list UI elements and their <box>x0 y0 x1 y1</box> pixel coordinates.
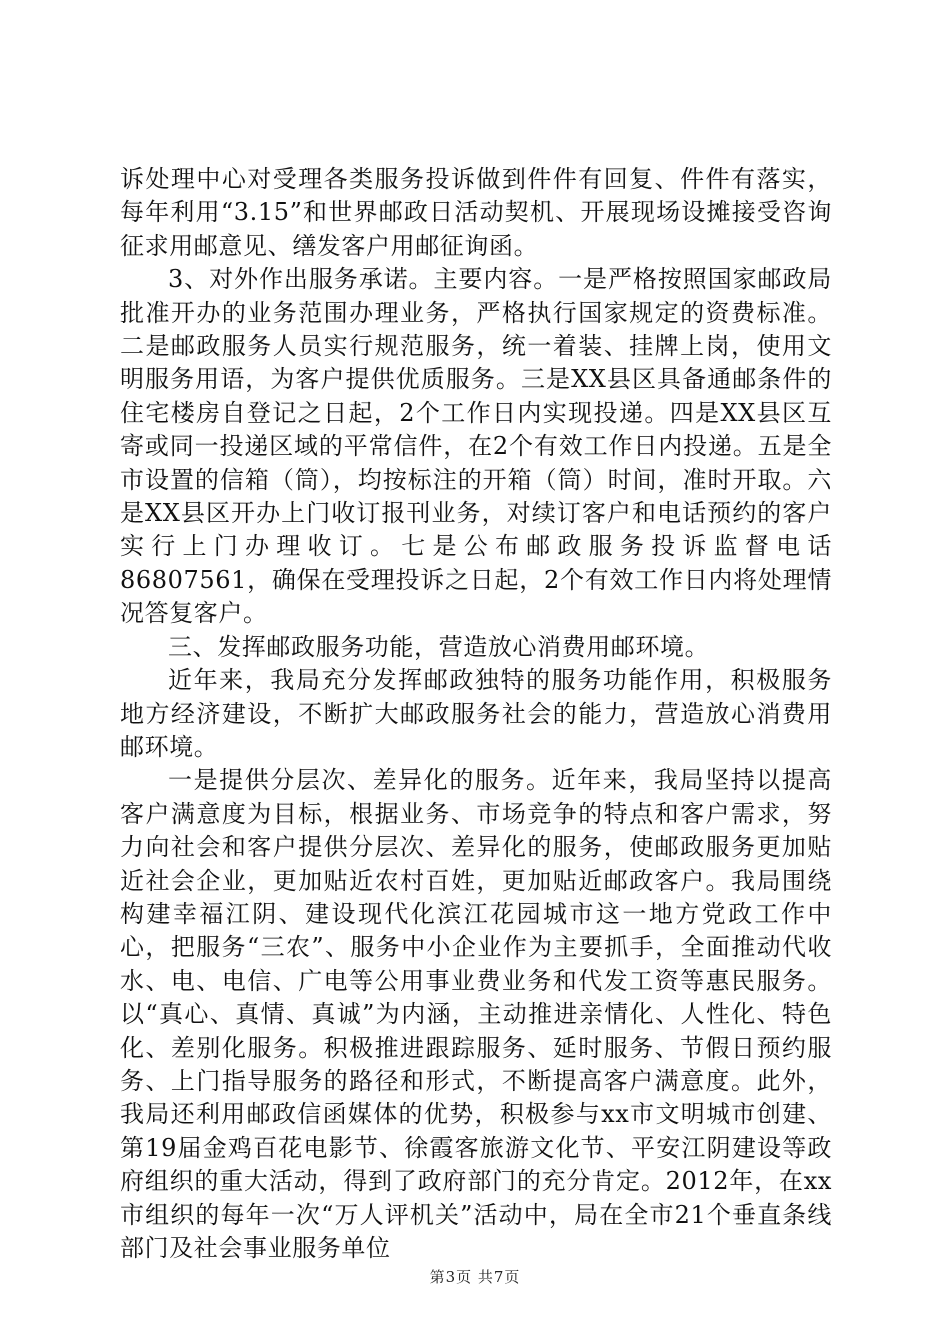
paragraph-continuation: 诉处理中心对受理各类服务投诉做到件件有回复、件件有落实，每年利用“3.15”和世界邮政日活动契机、开展现场设摊接受咨询征求用邮意见、缮发客户用邮征询函。 <box>120 165 832 260</box>
page-number-footer: 第3页 共7页 <box>429 1268 521 1286</box>
paragraph-intro: 近年来，我局充分发挥邮政独特的服务功能作用，积极服务地方经济建设，不断扩大邮政服务社会的能力，营造放心消费用邮环境。 <box>120 666 832 761</box>
document-body <box>120 163 832 1265</box>
paragraph-tiered-service: 一是提供分层次、差异化的服务。近年来，我局坚持以提高客户满意度为目标，根据业务、市场竞争的特点和客户需求，努力向社会和客户提供分层次、差异化的服务，使邮政服务更加贴近社会企业，更加贴近农村百姓，更加贴近邮政客户。我局围绕构建幸福江阴、建设现代化滨江花园城市这一地方党政工作中心，把服务“三农”、服务中小企业作为主要抓手，全面推动代收水、电、电信、广电等公用事业费业务和代发工资等惠民服务。以“真心、真情、真诚”为内涵，主动推进亲情化、人性化、特色化、差别化服务。积极推进跟踪服务、延时服务、节假日预约服务、上门指导服务的路径和形式，不断提高客户满意度。此外，我局还利用邮政信函媒体的优势，积极参与xx市文明城市创建、第19届金鸡百花电影节、徐霞客旅游文化节、平安江阴建设等政府组织的重大活动，得到了政府部门的充分肯定。2012年，在xx市组织的每年一次“万人评机关”活动中，局在全市21个垂直条线部门及社会事业服务单位 <box>120 766 832 1262</box>
section-heading-three: 三、发挥邮政服务功能，营造放心消费用邮环境。 <box>168 632 710 661</box>
paragraph-service-commitment: 3、对外作出服务承诺。主要内容。一是严格按照国家邮政局批准开办的业务范围办理业务，严格执行国家规定的资费标准。二是邮政服务人员实行规范服务，统一着装、挂牌上岗，使用文明服务用语，为客户提供优质服务。三是XX县区具备通邮条件的住宅楼房自登记之日起，2个工作日内实现投递。四是XX县区互寄或同一投递区域的平常信件，在2个有效工作日内投递。五是全市设置的信箱（筒），均按标注的开箱（筒）时间，准时开取。六是XX县区开办上门收订报刊业务，对续订客户和电话预约的客户实行上门办理收订。七是公布邮政服务投诉监督电话86807561，确保在受理投诉之日起，2个有效工作日内将处理情况答复客户。 <box>120 265 832 628</box>
